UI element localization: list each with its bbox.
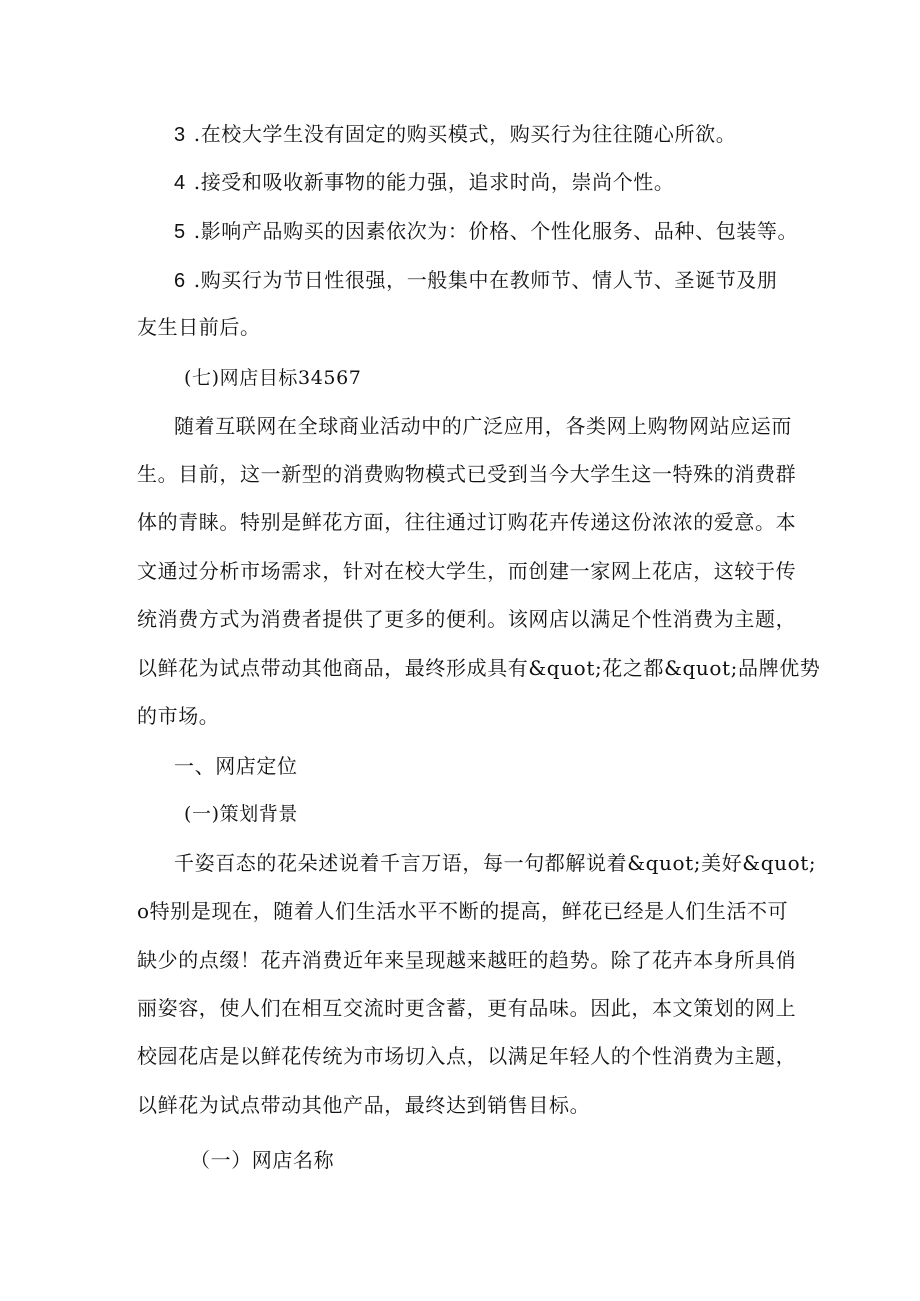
subheading-shop-name: （一）网店名称: [190, 1148, 335, 1172]
paragraph-2-line: 缺少的点缀！花卉消费近年来呈现越来越旺的趋势。除了花卉本身所具俏: [137, 948, 797, 972]
subheading-background: (一)策划背景: [184, 803, 299, 825]
paragraph-1-line: 体的青睐。特别是鲜花方面，往往通过订购花卉传递这份浓浓的爱意。本: [137, 510, 797, 534]
list-text: .购买行为节日性很强，一般集中在教师节、情人节、圣诞节及朋: [193, 268, 778, 292]
list-text: .影响产品购买的因素依次为：价格、个性化服务、品种、包装等。: [193, 219, 799, 243]
paragraph-1-line: 统消费方式为消费者提供了更多的便利。该网店以满足个性消费为主题，: [137, 607, 797, 631]
paragraph-2-line: o特别是现在，随着人们生活水平不断的提高，鲜花已经是人们生活不可: [137, 899, 789, 923]
paragraph-2-line: 丽姿容，使人们在相互交流时更含蓄，更有品味。因此，本文策划的网上: [137, 996, 797, 1020]
paragraph-1-line: 生。目前，这一新型的消费购物模式已受到当今大学生这一特殊的消费群: [137, 462, 797, 486]
list-number: 3: [174, 124, 186, 146]
list-number: 5: [174, 221, 186, 243]
section-heading-positioning: 一、网店定位: [174, 754, 298, 778]
paragraph-2-line: 千姿百态的花朵述说着千言万语，每一句都解说着&quot;美好&quot;: [174, 851, 817, 875]
paragraph-1-line: 的市场。: [137, 704, 220, 728]
list-text: .接受和吸收新事物的能力强，追求时尚，崇尚个性。: [193, 170, 675, 194]
paragraph-1-line: 以鲜花为试点带动其他商品，最终形成具有&quot;花之都&quot;品牌优势: [137, 656, 821, 680]
list-text: .在校大学生没有固定的购买模式，购买行为往往随心所欲。: [193, 122, 737, 146]
paragraph-1-line: 随着互联网在全球商业活动中的广泛应用，各类网上购物网站应运而: [174, 414, 792, 438]
list-number: 6: [174, 270, 186, 292]
paragraph-1-line: 文通过分析市场需求，针对在校大学生，而创建一家网上花店，这较于传: [137, 559, 797, 583]
list-item-6: [174, 266, 778, 295]
list-item-3: [174, 120, 736, 149]
list-item-6-continuation: 友生日前后。: [137, 315, 261, 339]
paragraph-2-line: 校园花店是以鲜花传统为市场切入点，以满足年轻人的个性消费为主题，: [137, 1044, 797, 1068]
paragraph-2-line: 以鲜花为试点带动其他产品，最终达到销售目标。: [137, 1093, 591, 1117]
list-number: 4: [174, 172, 186, 194]
list-item-4: [174, 168, 675, 197]
section-heading-targets: (七)网店目标34567: [184, 367, 362, 389]
list-item-5: [174, 217, 798, 246]
